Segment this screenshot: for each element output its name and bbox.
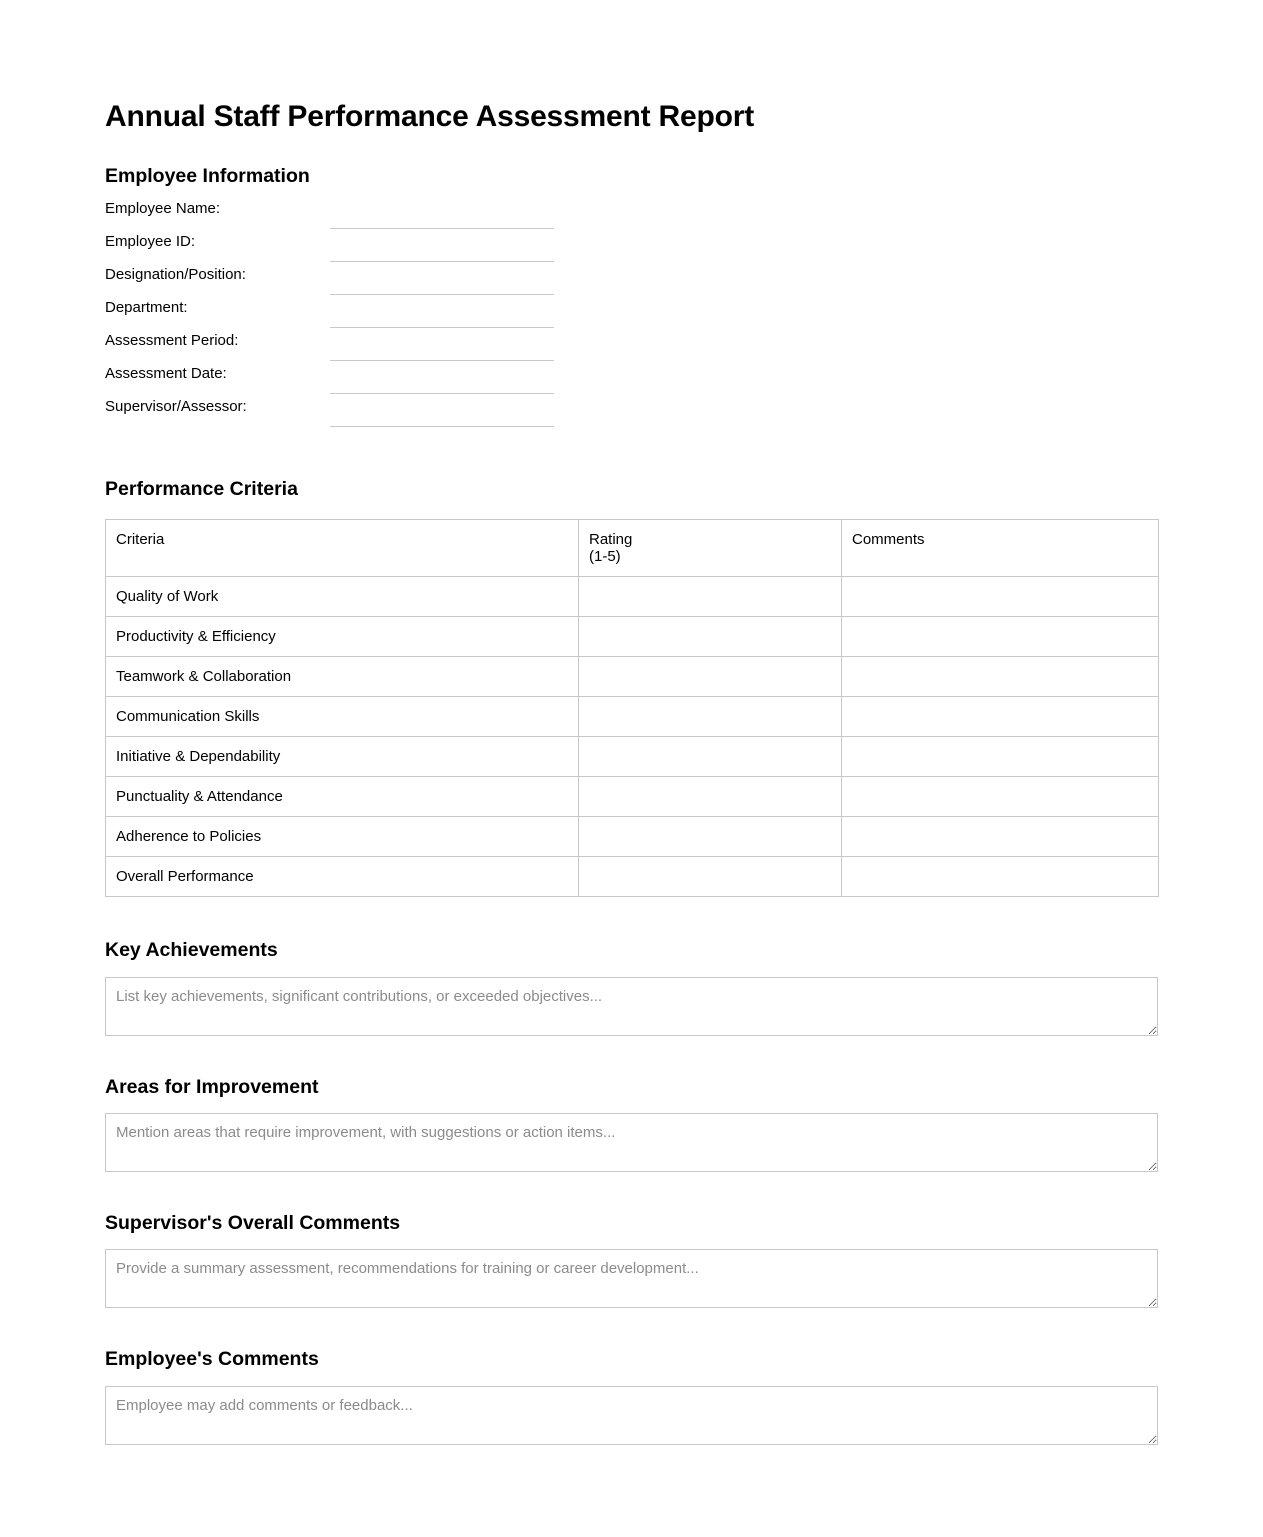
- cell-criteria: Overall Performance: [106, 857, 579, 897]
- supervisor-comments-textarea[interactable]: [105, 1249, 1158, 1308]
- assessment-date-input[interactable]: [330, 375, 554, 394]
- cell-comments[interactable]: [842, 657, 1159, 697]
- key-achievements-textarea[interactable]: [105, 977, 1158, 1036]
- field-row-employee-name: [105, 199, 1159, 232]
- employee-name-input[interactable]: [330, 210, 554, 229]
- designation-input[interactable]: [330, 276, 554, 295]
- column-header-rating-label: Rating: [589, 531, 633, 549]
- field-row-designation: [105, 265, 1159, 298]
- employee-comments-heading: Employee's Comments: [105, 1348, 319, 1371]
- column-header-rating-scale: (1-5): [589, 548, 621, 566]
- cell-comments[interactable]: [842, 697, 1159, 737]
- cell-rating[interactable]: [579, 857, 842, 897]
- areas-for-improvement-section: [105, 1076, 1159, 1172]
- performance-criteria-heading: Performance Criteria: [105, 477, 298, 500]
- employee-comments-textarea[interactable]: [105, 1386, 1158, 1445]
- cell-criteria: Adherence to Policies: [106, 817, 579, 857]
- cell-rating[interactable]: [579, 697, 842, 737]
- assessment-period-input[interactable]: [330, 342, 554, 361]
- table-row: [106, 617, 1159, 657]
- table-row: [106, 857, 1159, 897]
- cell-rating[interactable]: [579, 617, 842, 657]
- column-header-rating: [579, 520, 842, 577]
- label-employee-id: Employee ID:: [105, 232, 196, 250]
- performance-criteria-table: [105, 519, 1159, 897]
- table-row: [106, 817, 1159, 857]
- field-row-employee-id: [105, 232, 1159, 265]
- cell-comments[interactable]: [842, 777, 1159, 817]
- department-input[interactable]: [330, 309, 554, 328]
- field-row-assessment-period: [105, 331, 1159, 364]
- page-title: Annual Staff Performance Assessment Report: [105, 100, 754, 133]
- cell-criteria: Quality of Work: [106, 577, 579, 617]
- table-row: [106, 577, 1159, 617]
- label-assessment-date: Assessment Date:: [105, 364, 227, 382]
- cell-comments[interactable]: [842, 617, 1159, 657]
- label-employee-name: Employee Name:: [105, 199, 221, 217]
- areas-for-improvement-textarea[interactable]: [105, 1113, 1158, 1172]
- key-achievements-section: [105, 939, 1159, 1035]
- cell-rating[interactable]: [579, 737, 842, 777]
- cell-criteria: Punctuality & Attendance: [106, 777, 579, 817]
- cell-rating[interactable]: [579, 777, 842, 817]
- cell-criteria: Teamwork & Collaboration: [106, 657, 579, 697]
- performance-criteria-section: [105, 478, 1159, 897]
- supervisor-input[interactable]: [330, 408, 554, 427]
- label-supervisor: Supervisor/Assessor:: [105, 397, 247, 415]
- employee-comments-section: [105, 1348, 1159, 1444]
- cell-rating[interactable]: [579, 817, 842, 857]
- field-row-supervisor: [105, 397, 1159, 430]
- cell-comments[interactable]: [842, 737, 1159, 777]
- table-header-row: [106, 520, 1159, 577]
- employee-information-section: [105, 165, 1159, 430]
- field-row-assessment-date: [105, 364, 1159, 397]
- cell-rating[interactable]: [579, 577, 842, 617]
- column-header-criteria: Criteria: [106, 520, 579, 577]
- cell-criteria: Communication Skills: [106, 697, 579, 737]
- table-row: [106, 737, 1159, 777]
- areas-for-improvement-heading: Areas for Improvement: [105, 1075, 319, 1098]
- column-header-comments: Comments: [842, 520, 1159, 577]
- supervisor-comments-section: [105, 1212, 1159, 1308]
- table-row: [106, 697, 1159, 737]
- cell-comments[interactable]: [842, 857, 1159, 897]
- key-achievements-heading: Key Achievements: [105, 939, 278, 962]
- table-row: [106, 657, 1159, 697]
- supervisor-comments-heading: Supervisor's Overall Comments: [105, 1212, 401, 1235]
- table-row: [106, 777, 1159, 817]
- label-assessment-period: Assessment Period:: [105, 331, 239, 349]
- cell-criteria: Productivity & Efficiency: [106, 617, 579, 657]
- employee-id-input[interactable]: [330, 243, 554, 262]
- employee-information-heading: Employee Information: [105, 164, 310, 187]
- cell-comments[interactable]: [842, 577, 1159, 617]
- field-row-department: [105, 298, 1159, 331]
- document-content: [105, 0, 1159, 1445]
- cell-rating[interactable]: [579, 657, 842, 697]
- cell-criteria: Initiative & Dependability: [106, 737, 579, 777]
- label-designation: Designation/Position:: [105, 265, 246, 283]
- label-department: Department:: [105, 298, 188, 316]
- employee-information-fields: [105, 199, 1159, 430]
- cell-comments[interactable]: [842, 817, 1159, 857]
